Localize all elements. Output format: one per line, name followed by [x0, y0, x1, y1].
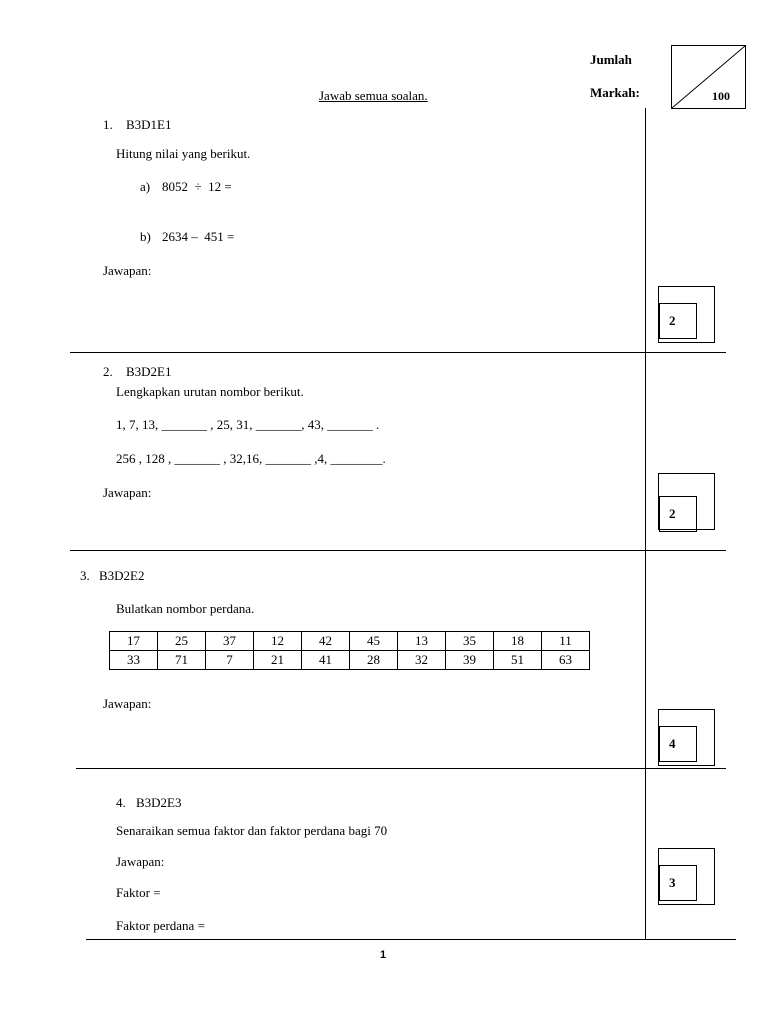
table-cell[interactable]: 25 [158, 632, 206, 651]
q4-number: 4. [116, 795, 126, 810]
table-cell[interactable]: 21 [254, 651, 302, 670]
q1-part-a-label: a) [140, 179, 151, 194]
q2-sequence-2: 256 , 128 , _______ , 32,16, _______ ,4, ________. [116, 451, 386, 466]
q3-answer-label: Jawapan: [103, 696, 152, 711]
q1-marks-box [658, 286, 715, 343]
table-cell[interactable]: 33 [110, 651, 158, 670]
q2-marks-box [658, 473, 715, 530]
q1-part-b-label: b) [140, 229, 151, 244]
diagonal-divider [672, 46, 745, 108]
q3-prompt: Bulatkan nombor perdana. [116, 601, 255, 616]
table-cell[interactable]: 42 [302, 632, 350, 651]
q1-code: B3D1E1 [126, 117, 172, 132]
q3-number: 3. [80, 568, 90, 583]
table-cell[interactable]: 18 [494, 632, 542, 651]
table-cell[interactable]: 7 [206, 651, 254, 670]
q2-code: B3D2E1 [126, 364, 172, 379]
total-marks-max: 100 [712, 89, 730, 103]
q1-answer-label: Jawapan: [103, 263, 152, 278]
table-cell[interactable]: 63 [542, 651, 590, 670]
table-cell[interactable]: 39 [446, 651, 494, 670]
q3-code: B3D2E2 [99, 568, 145, 583]
table-cell[interactable]: 71 [158, 651, 206, 670]
q1-number: 1. [103, 117, 113, 132]
prime-number-table [109, 631, 590, 670]
table-cell[interactable]: 17 [110, 632, 158, 651]
q4-code: B3D2E3 [136, 795, 182, 810]
table-cell[interactable]: 45 [350, 632, 398, 651]
page-bottom-line [86, 939, 736, 940]
q3-separator [76, 768, 726, 769]
total-marks-box [671, 45, 746, 109]
table-cell[interactable]: 37 [206, 632, 254, 651]
q2-separator [70, 550, 726, 551]
q4-prompt: Senaraikan semua faktor dan faktor perdana bagi 70 [116, 823, 388, 838]
table-row [110, 632, 590, 651]
table-row [110, 651, 590, 670]
total-marks-label-1: Jumlah [590, 52, 632, 67]
q2-prompt: Lengkapkan urutan nombor berikut. [116, 384, 304, 399]
page-number: 1 [380, 949, 387, 961]
table-cell[interactable]: 41 [302, 651, 350, 670]
q4-prime-factor-label: Faktor perdana = [116, 918, 205, 933]
q3-marks: 4 [659, 726, 697, 762]
q1-prompt: Hitung nilai yang berikut. [116, 146, 251, 161]
q4-marks-box [658, 848, 715, 905]
q2-sequence-1: 1, 7, 13, _______ , 25, 31, _______, 43, _______ . [116, 417, 380, 432]
table-cell[interactable]: 32 [398, 651, 446, 670]
q1-part-a: 8052 ÷ 12 = [162, 179, 232, 194]
table-cell[interactable]: 35 [446, 632, 494, 651]
table-cell[interactable]: 12 [254, 632, 302, 651]
q2-marks: 2 [659, 496, 697, 532]
table-cell[interactable]: 28 [350, 651, 398, 670]
table-cell[interactable]: 51 [494, 651, 542, 670]
q4-marks: 3 [659, 865, 697, 901]
table-cell[interactable]: 13 [398, 632, 446, 651]
q4-factor-label: Faktor = [116, 885, 161, 900]
q2-number: 2. [103, 364, 113, 379]
q2-answer-label: Jawapan: [103, 485, 152, 500]
instruction-heading: Jawab semua soalan. [319, 88, 428, 103]
total-marks-label-2: Markah: [590, 85, 640, 100]
q3-marks-box [658, 709, 715, 766]
q1-marks: 2 [659, 303, 697, 339]
table-cell[interactable]: 11 [542, 632, 590, 651]
q4-answer-label: Jawapan: [116, 854, 165, 869]
margin-divider [645, 108, 646, 940]
q1-separator [70, 352, 726, 353]
q1-part-b: 2634 – 451 = [162, 229, 235, 244]
